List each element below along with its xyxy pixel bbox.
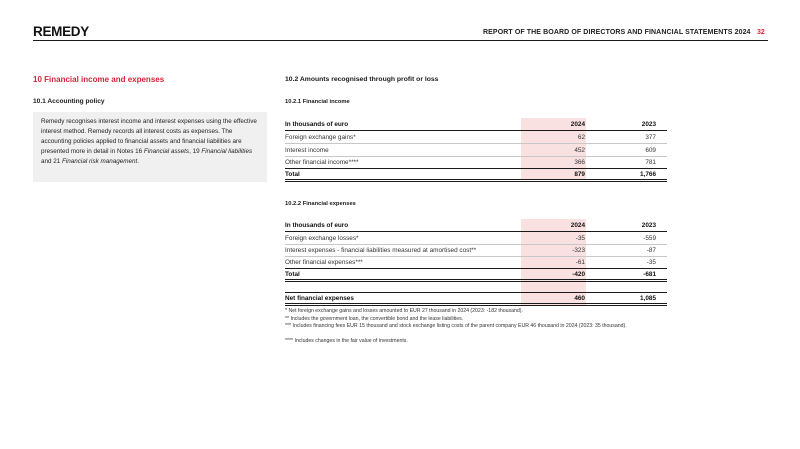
report-title: REPORT OF THE BOARD OF DIRECTORS AND FINANCIAL STATEMENTS 2024 <box>483 29 751 36</box>
table-cell: -35 <box>646 259 656 266</box>
table-row-label: Foreign exchange gains* <box>285 134 356 141</box>
income-header-rule <box>285 130 667 131</box>
accounting-policy-title: 10.1 Accounting policy <box>33 98 105 105</box>
income-total-2024: 879 <box>574 171 585 178</box>
header-divider <box>33 40 768 41</box>
table-cell: -35 <box>575 235 585 242</box>
net-financial-expenses-2023: 1,085 <box>640 295 656 302</box>
net-double-rule <box>285 303 667 306</box>
net-financial-expenses-2024: 460 <box>574 295 585 302</box>
expenses-double-rule <box>285 279 667 282</box>
table-cell: 377 <box>645 134 656 141</box>
expenses-col-header: In thousands of euro <box>285 222 349 229</box>
net-financial-expenses-label: Net financial expenses <box>285 295 354 302</box>
footnote: *** Includes financing fees EUR 15 thousand and stock exchange listing costs of the parent company EUR 46 thousand in 2024 (2023: 35 thousand). <box>285 323 627 329</box>
footnote: ** Includes the government loan, the convertible bond and the lease liabilities. <box>285 315 464 322</box>
table-row-label: Foreign exchange losses* <box>285 235 359 242</box>
net-top-rule <box>285 292 667 293</box>
table-cell: -559 <box>643 235 656 242</box>
table-row-label: Interest income <box>285 147 329 154</box>
row-divider <box>285 156 667 157</box>
table-cell: 452 <box>574 147 585 154</box>
table-cell: 781 <box>645 159 656 166</box>
total-rule <box>285 168 667 169</box>
income-year-2024: 2024 <box>570 121 585 128</box>
amounts-heading: 10.2 Amounts recognised through profit or loss <box>285 76 439 83</box>
table-row-label: Other financial income**** <box>285 159 359 166</box>
expenses-total-2023: -681 <box>643 271 656 278</box>
total-rule <box>285 268 667 269</box>
table-cell: 62 <box>577 134 585 141</box>
table-cell: -87 <box>646 247 656 254</box>
income-total-label: Total <box>285 171 300 178</box>
page-number: 32 <box>757 29 765 36</box>
footnote: **** Includes changes in the fair value of investments. <box>285 338 408 344</box>
row-divider <box>285 143 667 144</box>
section-title: 10 Financial income and expenses <box>33 75 165 84</box>
row-divider <box>285 256 667 257</box>
row-divider <box>285 244 667 245</box>
table-cell: 609 <box>645 147 656 154</box>
financial-expenses-heading: 10.2.2 Financial expenses <box>285 201 356 207</box>
accounting-policy-text: Remedy recognises interest income and interest expenses using the effective interest method. Remedy records all interest costs as expenses. The accounting policies applied to financial assets and financial liabilities are presented more in detail in Notes 16 Financial assets, 19 Financial liabilities and 21 Financial risk management. <box>41 118 257 165</box>
table-cell: -323 <box>572 247 585 254</box>
footnote: * Net foreign exchange gains and losses amounted to EUR 27 thousand in 2024 (2023: -182 thousand). <box>285 308 523 314</box>
company-logo: REMEDY <box>33 24 89 39</box>
expenses-year-2024: 2024 <box>570 222 585 229</box>
income-year-2023: 2023 <box>641 121 656 128</box>
expenses-total-label: Total <box>285 271 300 278</box>
income-total-2023: 1,766 <box>640 171 656 178</box>
expenses-header-rule <box>285 231 667 232</box>
table-row-label: Other financial expenses*** <box>285 259 363 266</box>
table-cell: -61 <box>575 259 585 266</box>
expenses-total-2024: -420 <box>572 271 585 278</box>
expenses-year-2023: 2023 <box>641 222 656 229</box>
financial-income-heading: 10.2.1 Financial income <box>285 99 350 105</box>
income-double-rule <box>285 179 667 182</box>
table-row-label: Interest expenses - financial liabilities measured at amortised cost** <box>285 247 477 254</box>
table-cell: 366 <box>574 159 585 166</box>
income-col-header: In thousands of euro <box>285 121 349 128</box>
